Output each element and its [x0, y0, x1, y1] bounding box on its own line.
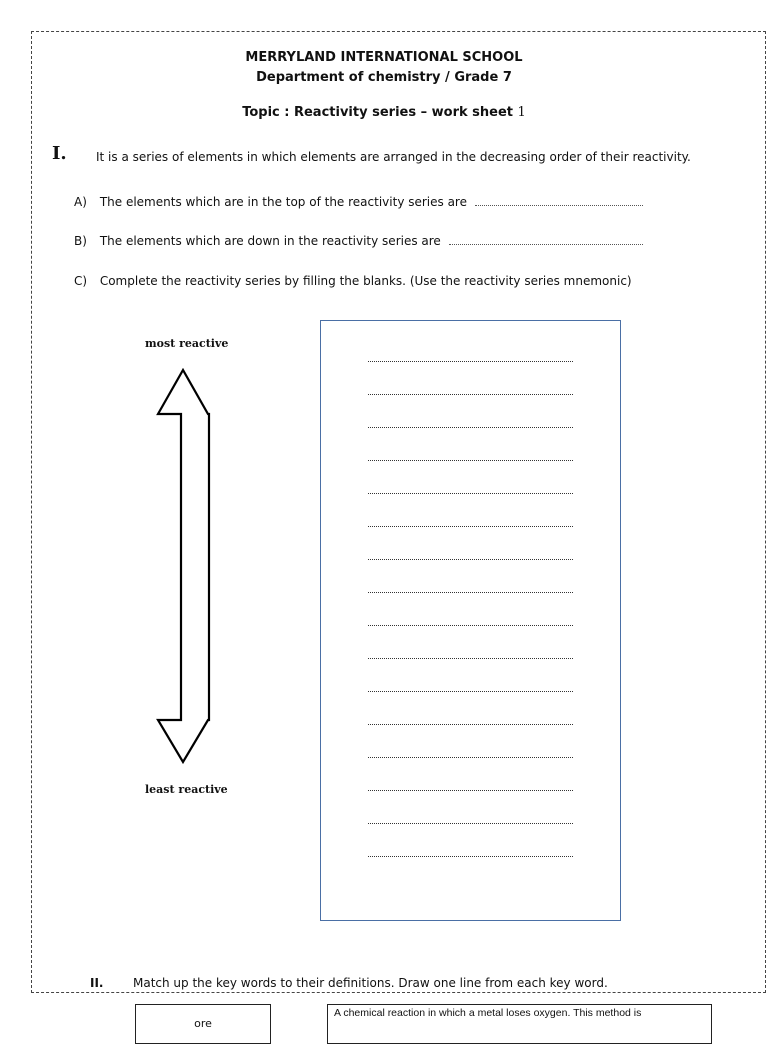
answer-blank-1[interactable] [368, 361, 573, 362]
question-a-answer-blank[interactable] [475, 204, 643, 206]
topic-number: 1 [517, 105, 526, 120]
question-b-answer-blank[interactable] [449, 243, 643, 245]
question-b [74, 234, 643, 248]
answer-blank-9[interactable] [368, 625, 573, 626]
question-a-text: The elements which are in the top of the reactivity series are [99, 195, 467, 209]
answer-blank-8[interactable] [368, 592, 573, 593]
question-c [74, 274, 632, 288]
section-2-instruction: Match up the key words to their definitions. Draw one line from each key word. [133, 976, 608, 990]
section-1-intro: It is a series of elements in which elements are arranged in the decreasing order of their reactivity. [96, 150, 691, 164]
definition-box-reduction[interactable]: A chemical reaction in which a metal loses oxygen. This method is [327, 1004, 712, 1044]
answer-blank-10[interactable] [368, 658, 573, 659]
answer-blank-13[interactable] [368, 757, 573, 758]
question-a-letter: A) [74, 195, 87, 209]
answer-blank-15[interactable] [368, 823, 573, 824]
least-reactive-label: least reactive [145, 783, 228, 796]
answer-blank-4[interactable] [368, 460, 573, 461]
answer-blank-2[interactable] [368, 394, 573, 395]
most-reactive-label: most reactive [145, 337, 229, 350]
question-a [74, 195, 643, 209]
keyword-box-ore[interactable]: ore [135, 1004, 271, 1044]
answer-blank-7[interactable] [368, 559, 573, 560]
question-c-letter: C) [74, 274, 88, 288]
answer-blank-12[interactable] [368, 724, 573, 725]
reactivity-series-answer-box [320, 320, 621, 921]
question-b-letter: B) [74, 234, 87, 248]
answer-blank-11[interactable] [368, 691, 573, 692]
topic-text: Topic : Reactivity series – work sheet [242, 105, 513, 120]
double-arrow-icon [150, 368, 240, 768]
answer-blank-3[interactable] [368, 427, 573, 428]
section-2-numeral: II. [90, 976, 104, 990]
answer-blank-14[interactable] [368, 790, 573, 791]
question-c-text: Complete the reactivity series by filling the blanks. (Use the reactivity series mnemonic) [99, 274, 632, 288]
school-name: MERRYLAND INTERNATIONAL SCHOOL [245, 50, 523, 65]
answer-blank-16[interactable] [368, 856, 573, 857]
answer-blank-5[interactable] [368, 493, 573, 494]
department-line: Department of chemistry / Grade 7 [256, 70, 512, 85]
question-b-text: The elements which are down in the reactivity series are [99, 234, 441, 248]
answer-blank-6[interactable] [368, 526, 573, 527]
section-1-numeral: I. [52, 143, 67, 164]
topic-line [0, 105, 768, 120]
